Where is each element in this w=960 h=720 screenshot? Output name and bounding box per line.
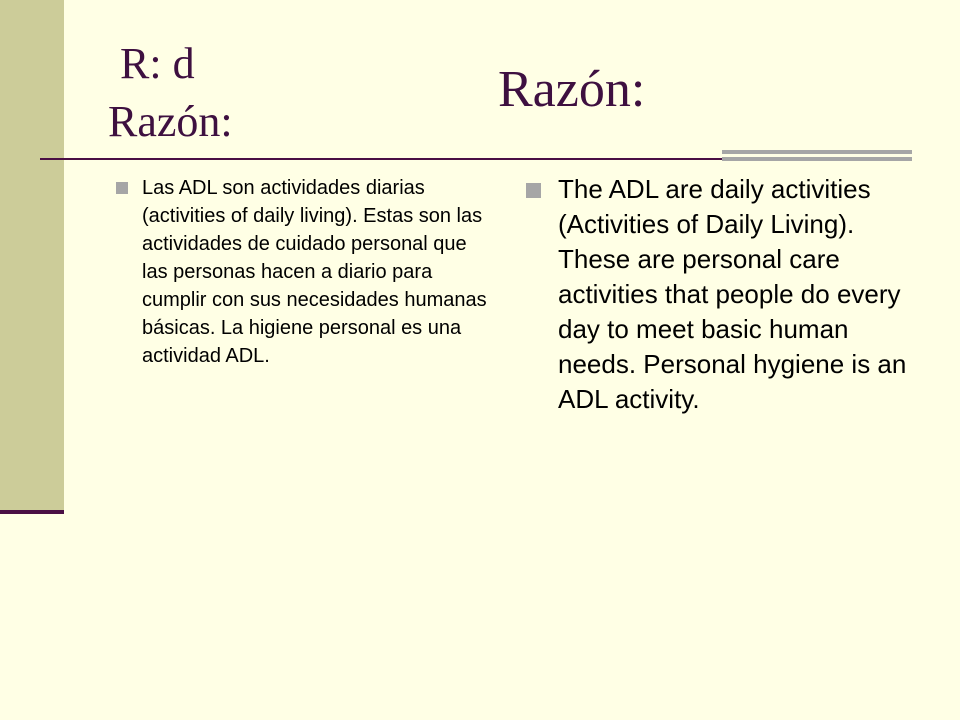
title-left-line2: Razón: bbox=[108, 97, 233, 146]
bullet-text-en: The ADL are daily activities (Activities of Daily Living). These are personal care activities that people do every day to meet basic human needs. Personal hygiene is an ADL activity. bbox=[558, 174, 907, 414]
list-item bbox=[116, 174, 492, 370]
list-item bbox=[526, 172, 916, 417]
square-bullet-icon bbox=[116, 182, 128, 194]
english-bullet-list bbox=[526, 172, 916, 417]
spanish-bullet-list bbox=[116, 174, 492, 370]
square-bullet-icon bbox=[526, 183, 541, 198]
bullet-text-es: Las ADL son actividades diarias (activities of daily living). Estas son las actividades de cuidado personal que las personas hacen a diario para cumplir con sus necesidades humanas básicas. La higiene personal es una actividad ADL. bbox=[142, 177, 487, 367]
title-left-line1: R: d bbox=[120, 39, 195, 88]
left-decorative-bar bbox=[0, 0, 64, 512]
title-right: Razón: bbox=[498, 61, 646, 118]
left-bar-accent-line bbox=[0, 510, 64, 514]
title-divider-accent bbox=[722, 150, 912, 161]
